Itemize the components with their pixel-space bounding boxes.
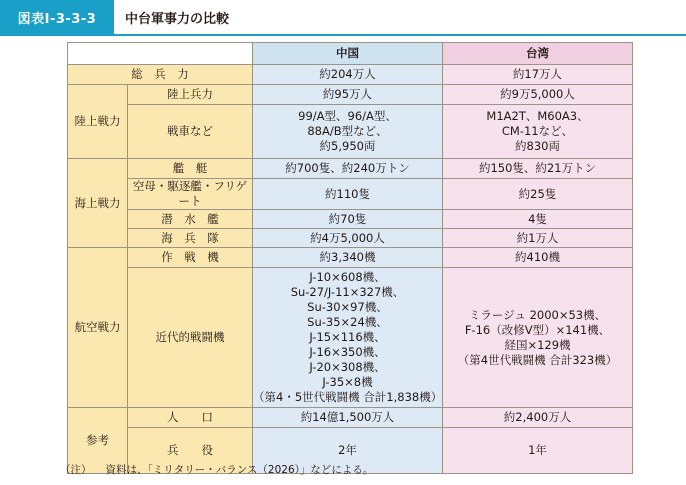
cell-china-carriers: 約110隻 — [253, 179, 443, 210]
cell-taiwan-population: 約2,400万人 — [443, 408, 633, 428]
comparison-table — [67, 42, 633, 474]
header-rule — [0, 34, 686, 36]
cell-china-army-troops: 約95万人 — [253, 85, 443, 105]
table-row-population — [68, 408, 633, 428]
cell-taiwan-ships: 約150隻、約21万トン — [443, 159, 633, 179]
cell-taiwan-aircraft: 約410機 — [443, 248, 633, 268]
cell-line: 88A/B型など、 — [307, 124, 388, 138]
cell-china-population: 約14億1,500万人 — [253, 408, 443, 428]
cell-line: J-10×608機、 — [309, 270, 386, 284]
table-row-tanks — [68, 105, 633, 159]
cell-taiwan-fighters — [443, 268, 633, 408]
table-row-ships — [68, 159, 633, 179]
cell-taiwan-tanks — [443, 105, 633, 159]
cell-line: 経国×129機 — [504, 337, 571, 352]
cell-china-marines: 約4万5,000人 — [253, 229, 443, 248]
cell-line: 約830両 — [515, 139, 560, 153]
row-label-army-troops: 陸上兵力 — [128, 85, 253, 105]
footnote-tag: （注） — [60, 464, 92, 476]
cell-line: F-16（改修V型）×141機、 — [464, 322, 611, 337]
cell-line: Su-30×97機、 — [307, 300, 388, 314]
row-label-total: 総 兵 力 — [68, 65, 253, 85]
figure-header — [0, 0, 686, 34]
column-header-taiwan: 台湾 — [443, 43, 633, 65]
row-label-ships: 艦 艇 — [128, 159, 253, 179]
row-label-marines: 海 兵 隊 — [128, 229, 253, 248]
group-label-ref: 参考 — [68, 408, 128, 474]
cell-taiwan-marines: 約1万人 — [443, 229, 633, 248]
group-label-navy: 海上戦力 — [68, 159, 128, 248]
column-header-china: 中国 — [253, 43, 443, 65]
cell-china-aircraft: 約3,340機 — [253, 248, 443, 268]
table-row-fighters — [68, 268, 633, 408]
cell-line: J-35×8機 — [322, 375, 373, 389]
cell-line: J-16×350機、 — [309, 345, 386, 359]
cell-line: J-20×308機、 — [309, 360, 386, 374]
cell-line: （第4世代戦闘機 合計323機） — [457, 352, 618, 367]
table-row-army-troops — [68, 85, 633, 105]
cell-taiwan-service: 1年 — [443, 428, 633, 474]
cell-taiwan-army-troops: 約9万5,000人 — [443, 85, 633, 105]
row-label-service: 兵 役 — [128, 428, 253, 474]
cell-line: CM-11など、 — [501, 124, 574, 138]
row-label-carriers: 空母・駆逐艦・フリゲート — [128, 179, 253, 210]
cell-china-tanks — [253, 105, 443, 159]
table-row-total — [68, 65, 633, 85]
cell-taiwan-subs: 4隻 — [443, 210, 633, 229]
table-row-carriers — [68, 179, 633, 210]
row-label-aircraft: 作 戦 機 — [128, 248, 253, 268]
table-row-subs — [68, 210, 633, 229]
row-label-tanks: 戦車など — [128, 105, 253, 159]
table-header-row — [68, 43, 633, 65]
group-label-army: 陸上戦力 — [68, 85, 128, 159]
cell-line: （第4・5世代戦闘機 合計1,838機） — [253, 390, 443, 404]
cell-china-subs: 約70隻 — [253, 210, 443, 229]
group-label-air: 航空戦力 — [68, 248, 128, 408]
footnote — [60, 462, 373, 477]
figure-title: 中台軍事力の比較 — [125, 11, 230, 27]
cell-line: Su-35×24機、 — [307, 315, 388, 329]
row-label-fighters: 近代的戦闘機 — [128, 268, 253, 408]
header-blank-cell — [68, 43, 253, 65]
cell-line: ミラージュ 2000×53機、 — [468, 307, 607, 322]
cell-line: 約5,950両 — [319, 139, 376, 153]
cell-line: M1A2T、M60A3、 — [486, 109, 589, 123]
table-row-aircraft — [68, 248, 633, 268]
cell-china-service: 2年 — [253, 428, 443, 474]
figure-label: 図表Ⅰ-3-3-3 — [0, 0, 114, 34]
cell-line: Su-27/J-11×327機、 — [290, 285, 405, 299]
cell-line: 99/A型、96/A型、 — [298, 109, 397, 123]
footnote-text: 資料は、「ミリタリー・バランス（2026）」などによる。 — [105, 464, 374, 476]
row-label-population: 人 口 — [128, 408, 253, 428]
cell-china-fighters — [253, 268, 443, 408]
cell-taiwan-carriers: 約25隻 — [443, 179, 633, 210]
cell-china-total: 約204万人 — [253, 65, 443, 85]
table-row-marines — [68, 229, 633, 248]
cell-line: J-15×116機、 — [309, 330, 386, 344]
cell-taiwan-total: 約17万人 — [443, 65, 633, 85]
cell-china-ships: 約700隻、約240万トン — [253, 159, 443, 179]
row-label-subs: 潜 水 艦 — [128, 210, 253, 229]
